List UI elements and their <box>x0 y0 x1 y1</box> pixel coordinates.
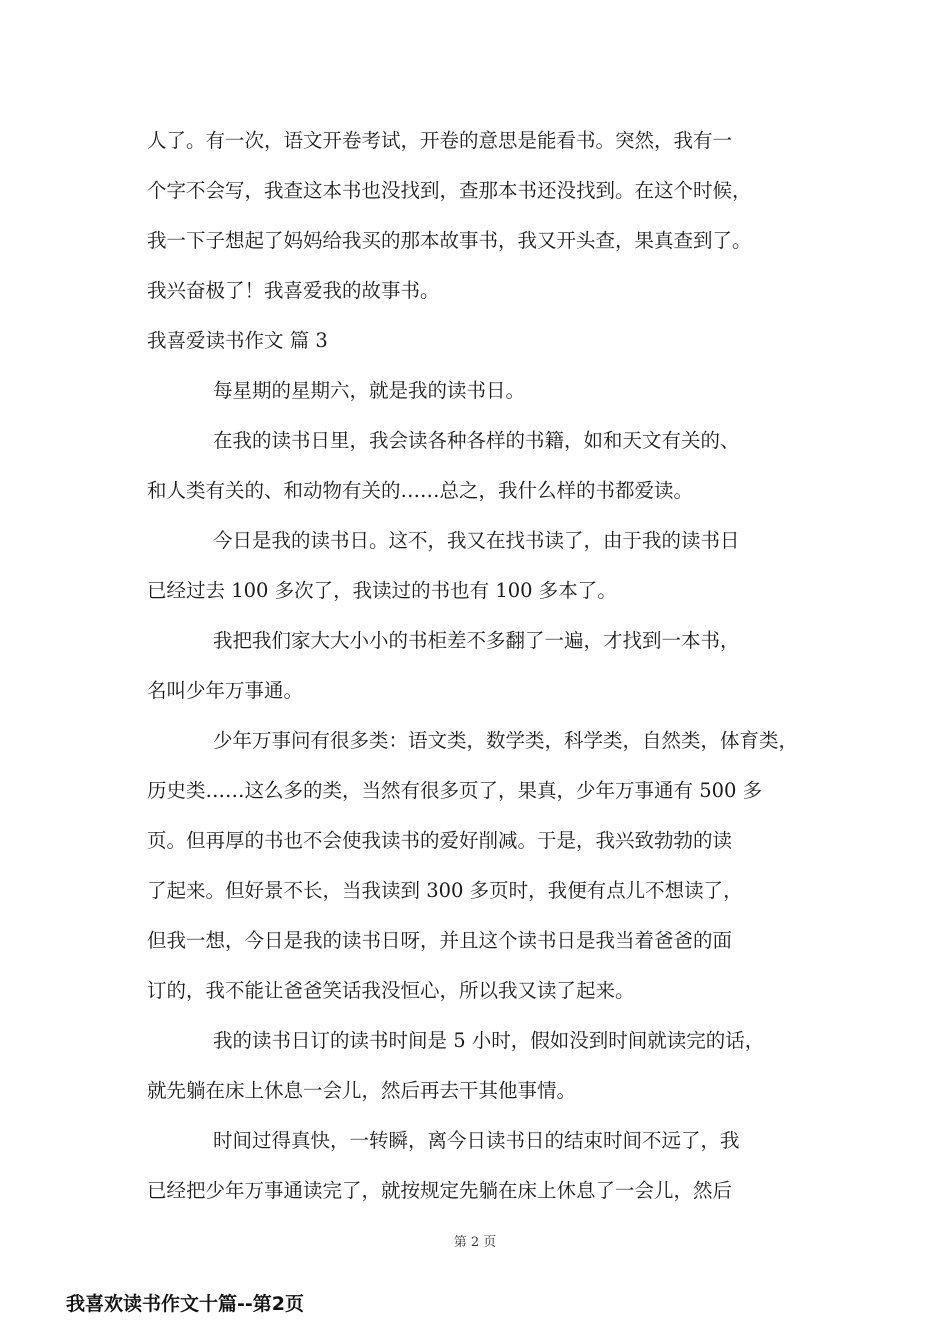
text-line: 名叫少年万事通。 <box>147 679 304 702</box>
text-line: 我的读书日订的读书时间是 5 小时，假如没到时间就读完的话， <box>213 1029 765 1052</box>
text-line: 已经把少年万事通读完了，就按规定先躺在床上休息了一会儿，然后 <box>147 1179 733 1202</box>
body-text <box>147 116 819 1216</box>
text-line: 个字不会写，我查这本书也没找到，查那本书还没找到。在这个时候， <box>147 179 752 202</box>
text-line: 今日是我的读书日。这不，我又在找书读了，由于我的读书日 <box>213 529 740 552</box>
text-line: 我一下子想起了妈妈给我买的那本故事书，我又开头查，果真查到了。 <box>147 229 752 252</box>
page-number: 第 2 页 <box>453 1235 497 1250</box>
text-line: 就先躺在床上休息一会儿，然后再去干其他事情。 <box>147 1079 577 1102</box>
text-line: 订的，我不能让爸爸笑话我没恒心，所以我又读了起来。 <box>147 979 635 1002</box>
text-line: 已经过去 100 多次了，我读过的书也有 100 多本了。 <box>147 579 617 602</box>
text-line: 时间过得真快，一转瞬，离今日读书日的结束时间不远了，我 <box>213 1129 740 1152</box>
text-line: 少年万事问有很多类：语文类，数学类，科学类，自然类，体育类， <box>213 729 799 752</box>
text-line: 历史类……这么多的类，当然有很多页了，果真，少年万事通有 500 多 <box>147 779 763 802</box>
text-line: 但我一想，今日是我的读书日呀，并且这个读书日是我当着爸爸的面 <box>147 929 733 952</box>
text-line: 我把我们家大大小小的书柜差不多翻了一遍，才找到一本书， <box>213 629 740 652</box>
text-line: 我兴奋极了！我喜爱我的故事书。 <box>147 279 440 302</box>
text-line: 了起来。但好景不长，当我读到 300 多页时，我便有点儿不想读了， <box>147 879 743 902</box>
footer-title: 我喜欢读书作文十篇--第2页 <box>66 1293 304 1315</box>
text-line: 每星期的星期六，就是我的读书日。 <box>213 379 526 402</box>
text-line: 人了。有一次，语文开卷考试，开卷的意思是能看书。突然，我有一 <box>147 129 733 152</box>
text-line: 和人类有关的、和动物有关的……总之，我什么样的书都爱读。 <box>147 479 694 502</box>
text-line: 页。但再厚的书也不会使我读书的爱好削减。于是，我兴致勃勃的读 <box>147 829 733 852</box>
text-line: 在我的读书日里，我会读各种各样的书籍，如和天文有关的、 <box>213 429 740 452</box>
section-heading: 我喜爱读书作文 篇 3 <box>147 329 328 352</box>
